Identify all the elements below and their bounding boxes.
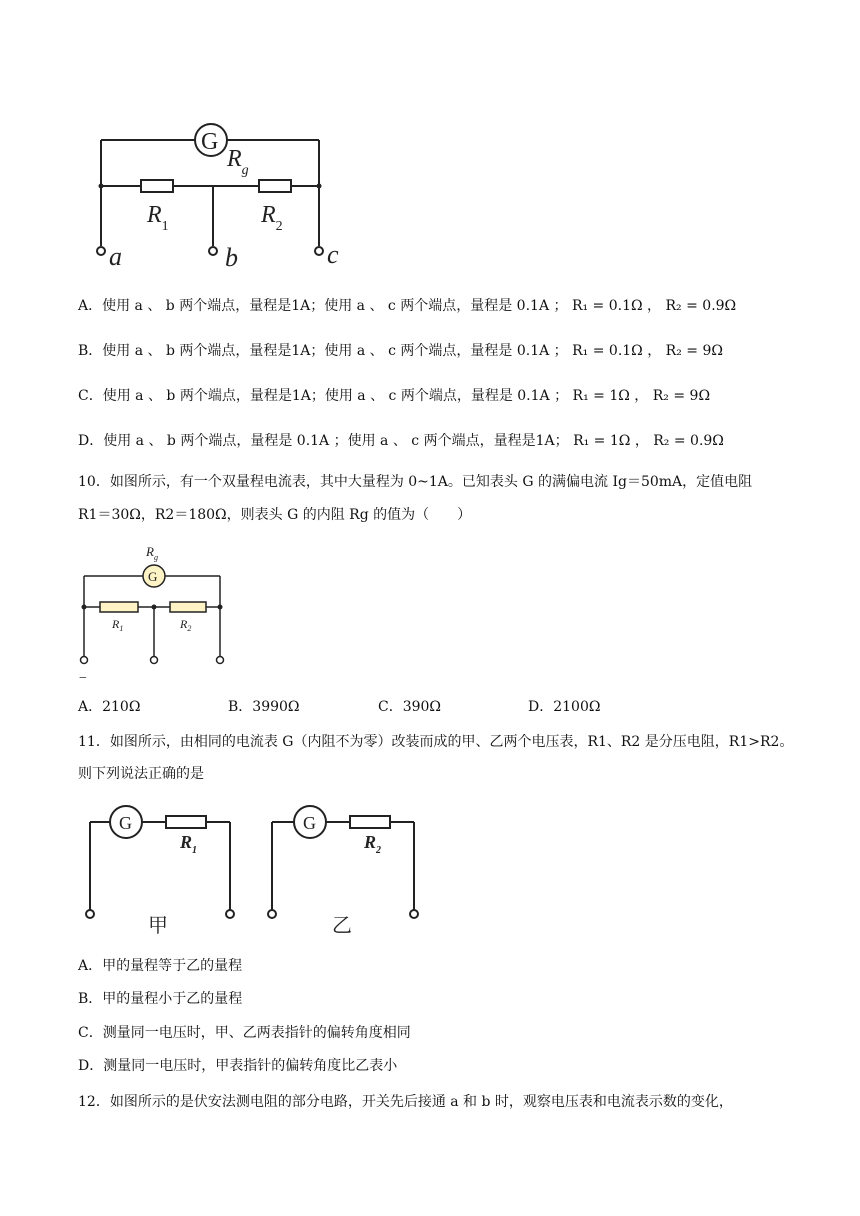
label-jia: 甲 <box>148 913 168 937</box>
q10-option-a: A．210Ω <box>78 699 141 715</box>
r2-label: $R_2$ <box>364 832 382 856</box>
q9-option-d: D．使用 a 、 b 两个端点，量程是 0.1A ；使用 a 、 c 两个端点，量程是1A； R₁ = 1Ω ， R₂ = 0.9Ω <box>78 433 724 449</box>
r2-label: $R_2$ <box>180 617 192 633</box>
r1-label: $R_1$ <box>112 617 124 633</box>
circuit-figure-q10 <box>74 540 234 685</box>
q10-option-b: B．3990Ω <box>228 699 300 715</box>
r1-label: $R_1$ <box>180 832 198 856</box>
q9-option-b: B．使用 a 、 b 两个端点，量程是1A；使用 a 、 c 两个端点，量程是 0.1A ； R₁ = 0.1Ω ， R₂ = 9Ω <box>78 343 723 359</box>
q12-stem-line1: 12．如图所示的是伏安法测电阻的部分电路，开关先后接通 a 和 b 时，观察电压表和电流表示数的变化， <box>78 1094 733 1110</box>
q9-option-a: A．使用 a 、 b 两个端点，量程是1A；使用 a 、 c 两个端点，量程是 0.1A ； R₁ = 0.1Ω ， R₂ = 0.9Ω <box>78 298 737 314</box>
q10-stem-line1: 10．如图所示，有一个双量程电流表，其中大量程为 0~1A。已知表头 G 的满偏电流 Ig＝50mA，定值电阻 <box>78 474 753 490</box>
rg-label: $R_g$ <box>146 544 158 562</box>
q10-stem-line2: R1＝30Ω，R2＝180Ω，则表头 G 的内阻 Rg 的值为（ ） <box>78 507 472 523</box>
minus-sign: − <box>79 671 87 685</box>
q11-option-b: B．甲的量程小于乙的量程 <box>78 991 243 1007</box>
meter-label-left: G <box>119 813 132 833</box>
meter-label: G <box>201 129 219 155</box>
circuit-figure-q9 <box>95 118 355 278</box>
terminal-b-label: b <box>225 243 238 272</box>
terminal-c-label: c <box>327 240 339 269</box>
q11-stem-line1: 11．如图所示，由相同的电流表 G（内阻不为零）改装而成的甲、乙两个电压表，R1、R2 是分压电阻，R1>R2。 <box>78 734 794 750</box>
q11-option-a: A．甲的量程等于乙的量程 <box>78 958 243 974</box>
meter-label-right: G <box>303 813 316 833</box>
circuit-figure-q11 <box>80 800 430 940</box>
rg-label: $R_g$ <box>227 146 249 178</box>
q10-option-c: C．390Ω <box>378 699 442 715</box>
q11-stem-line2: 则下列说法正确的是 <box>78 766 204 782</box>
r1-label: $R_1$ <box>147 202 169 234</box>
meter-label: G <box>148 569 158 584</box>
label-yi: 乙 <box>332 913 352 937</box>
q11-option-d: D．测量同一电压时，甲表指针的偏转角度比乙表小 <box>78 1058 398 1074</box>
q11-option-c: C．测量同一电压时，甲、乙两表指针的偏转角度相同 <box>78 1025 411 1041</box>
q9-option-c: C．使用 a 、 b 两个端点，量程是1A；使用 a 、 c 两个端点，量程是 0.1A ； R₁ = 1Ω ， R₂ = 9Ω <box>78 388 711 404</box>
terminal-a-label: a <box>109 242 122 271</box>
r2-label: $R_2$ <box>261 202 283 234</box>
q10-option-d: D．2100Ω <box>528 699 601 715</box>
